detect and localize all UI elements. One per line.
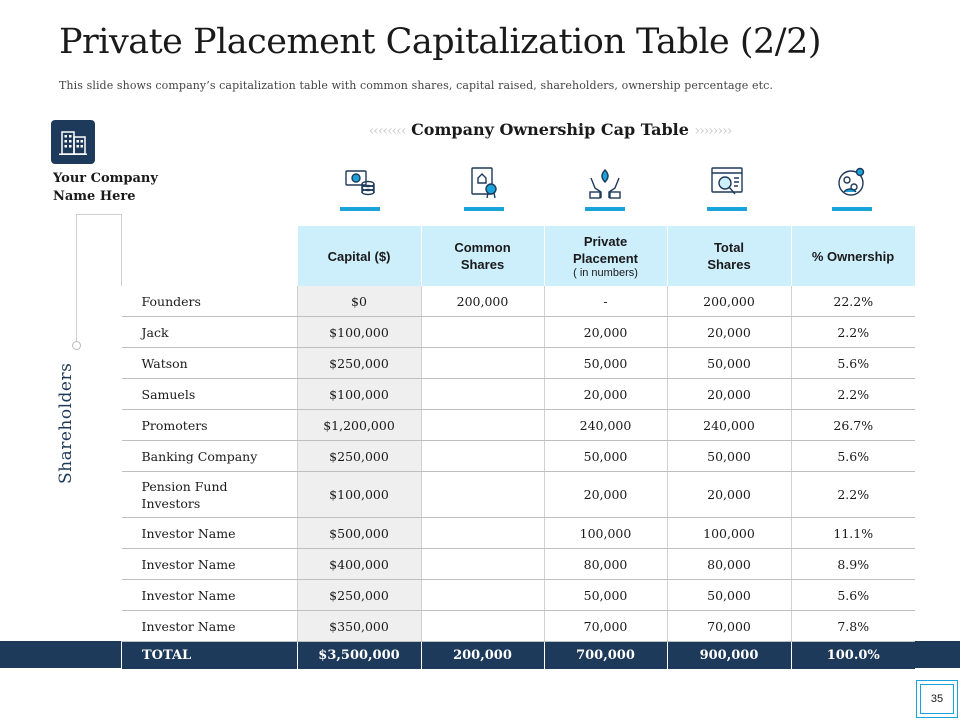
common-shares-cell [421,348,544,379]
total-shares-cell: 70,000 [667,611,791,642]
table-row [122,286,916,317]
pie-gear-icon [832,162,872,202]
capital-cell: $250,000 [297,580,421,611]
certificate-icon [464,162,504,202]
shareholder-name: Founders [122,286,298,317]
ownership-cell: 7.8% [791,611,915,642]
analytics-icon [707,162,747,202]
capital-cell: $100,000 [297,317,421,348]
ownership-cell: 2.2% [791,472,915,518]
private-placement-cell: 20,000 [544,317,667,348]
total-total-shares: 900,000 [667,642,791,670]
right-arrows: ›››››››› [694,123,732,139]
table-row [122,611,916,642]
ownership-cell: 8.9% [791,549,915,580]
total-ownership: 100.0% [791,642,915,670]
left-arrows: ‹‹‹‹‹‹‹‹ [368,123,406,139]
shareholder-name: Investor Name [122,580,298,611]
header-label: % Ownership [811,248,895,264]
shareholder-name: Banking Company [122,441,298,472]
private-placement-cell: 80,000 [544,549,667,580]
capital-cell: $500,000 [297,518,421,549]
private-placement-cell: 20,000 [544,472,667,518]
total-shares-cell: 100,000 [667,518,791,549]
shareholder-name: Investor Name [122,549,298,580]
total-row [122,642,916,670]
header-private [544,226,667,286]
handshake-icon [585,162,625,202]
total-shares-cell: 50,000 [667,441,791,472]
page-number-box [916,680,958,718]
ownership-cell: 26.7% [791,410,915,441]
common-shares-cell [421,379,544,410]
cap-table-heading [340,120,760,139]
capital-cell: $250,000 [297,441,421,472]
shareholder-name: Investor Name [122,611,298,642]
shareholder-name: Investor Name [122,518,298,549]
slide-title: Private Placement Capitalization Table (2/2) [59,22,822,62]
header-label: Common Shares [454,240,511,272]
header-label: Capital ($) [327,248,391,264]
column-accent-bar [340,207,380,211]
table-row [122,348,916,379]
cap-table [121,226,916,669]
total-shares-cell: 50,000 [667,580,791,611]
connector-line [76,214,77,346]
private-placement-cell: 70,000 [544,611,667,642]
ownership-cell: 11.1% [791,518,915,549]
private-placement-cell: 240,000 [544,410,667,441]
table-row [122,549,916,580]
shareholder-name: Promoters [122,410,298,441]
header-ownership [791,226,915,286]
private-placement-cell: 100,000 [544,518,667,549]
shareholders-label: Shareholders [56,362,76,484]
connector-line-top [76,214,122,215]
ownership-cell: 22.2% [791,286,915,317]
total-private-placement: 700,000 [544,642,667,670]
capital-cell: $100,000 [297,472,421,518]
common-shares-cell [421,611,544,642]
connector-dot [72,341,81,350]
total-shares-cell: 20,000 [667,317,791,348]
total-shares-cell: 240,000 [667,410,791,441]
cap-table-title: Company Ownership Cap Table [411,120,689,139]
common-shares-cell [421,317,544,348]
header-common [421,226,544,286]
common-shares-cell [421,472,544,518]
common-shares-cell: 200,000 [421,286,544,317]
ownership-cell: 2.2% [791,317,915,348]
capital-cell: $100,000 [297,379,421,410]
common-shares-cell [421,441,544,472]
common-shares-cell [421,580,544,611]
table-row [122,472,916,518]
table-row [122,410,916,441]
total-common-shares: 200,000 [421,642,544,670]
shareholder-name: Pension Fund Investors [122,472,298,518]
private-placement-cell: 50,000 [544,441,667,472]
table-row [122,441,916,472]
ownership-cell: 5.6% [791,348,915,379]
company-name-line1: Your Company [53,171,158,186]
page-number: 35 [920,684,954,714]
column-accent-bar [707,207,747,211]
common-shares-cell [421,549,544,580]
ownership-cell: 2.2% [791,379,915,410]
table-row [122,580,916,611]
ownership-cell: 5.6% [791,441,915,472]
capital-cell: $250,000 [297,348,421,379]
capital-cell: $0 [297,286,421,317]
total-shares-cell: 200,000 [667,286,791,317]
total-shares-cell: 80,000 [667,549,791,580]
ownership-cell: 5.6% [791,580,915,611]
header-sublabel: ( in numbers) [573,266,638,279]
header-blank [122,226,298,286]
company-name [53,170,158,206]
table-row [122,317,916,348]
shareholder-name: Samuels [122,379,298,410]
private-placement-cell: 20,000 [544,379,667,410]
column-accent-bar [464,207,504,211]
shareholder-name: Jack [122,317,298,348]
building-icon [51,120,95,164]
header-capital [297,226,421,286]
company-name-line2: Name Here [53,189,136,204]
table-header-row [122,226,916,286]
column-accent-bar [585,207,625,211]
private-placement-cell: 50,000 [544,348,667,379]
table-row [122,379,916,410]
slide-subtitle: This slide shows company’s capitalization table with common shares, capital raised, shareholders, ownership percentage etc. [59,79,773,92]
capital-cell: $1,200,000 [297,410,421,441]
total-shares-cell: 20,000 [667,379,791,410]
total-label: TOTAL [122,642,298,670]
header-label: Total Shares [707,240,751,272]
money-icon [340,162,380,202]
total-shares-cell: 50,000 [667,348,791,379]
table-row [122,518,916,549]
private-placement-cell: 50,000 [544,580,667,611]
capital-cell: $400,000 [297,549,421,580]
common-shares-cell [421,518,544,549]
total-capital: $3,500,000 [297,642,421,670]
header-label: Private Placement [572,233,639,266]
header-total [667,226,791,286]
private-placement-cell: - [544,286,667,317]
capital-cell: $350,000 [297,611,421,642]
common-shares-cell [421,410,544,441]
column-accent-bar [832,207,872,211]
shareholder-name: Watson [122,348,298,379]
total-shares-cell: 20,000 [667,472,791,518]
